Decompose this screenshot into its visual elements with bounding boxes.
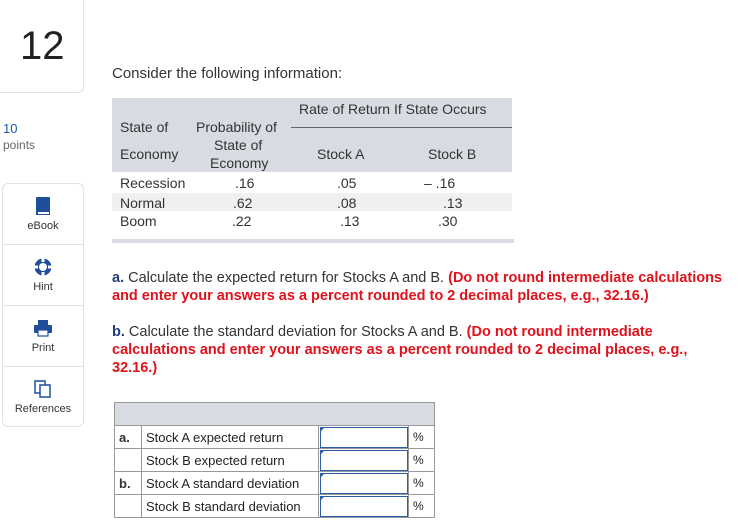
prob-header-line3: Economy: [210, 155, 269, 171]
part-a-text: Calculate the expected return for Stocks A and B.: [128, 270, 445, 286]
answer-row: [115, 426, 435, 449]
question-number-box: [0, 0, 84, 93]
stock-b-std-dev-input[interactable]: [320, 496, 408, 517]
answer-row-label: Stock B standard deviation: [142, 495, 319, 518]
answer-row: [115, 472, 435, 495]
table-cell-state: Recession: [120, 175, 186, 191]
printer-icon: [33, 318, 53, 338]
table-cell-prob: .16: [235, 175, 255, 191]
part-a-letter: a.: [112, 270, 125, 286]
percent-unit: %: [409, 449, 435, 472]
table-cell-stock-a: .08: [337, 195, 357, 211]
points-label: points: [3, 138, 36, 152]
answer-table-header: [115, 403, 435, 426]
table-cell-state: Boom: [120, 213, 157, 229]
prob-header-line1: Probability of: [196, 119, 277, 135]
print-button[interactable]: [3, 306, 83, 367]
part-b-letter: b.: [112, 324, 125, 340]
part-b-note: (Do not round intermediate calculations and enter your answers as a percent rounded to 2 decimal places, e.g., 32.16.): [112, 324, 688, 376]
ebook-button[interactable]: [3, 184, 83, 245]
lifebuoy-icon: [33, 257, 53, 277]
answer-row-letter: [115, 449, 142, 472]
part-a-question: [112, 269, 734, 305]
answer-row-letter: b.: [115, 472, 142, 495]
part-b-text: Calculate the standard deviation for Stocks A and B.: [128, 324, 463, 340]
question-number: 12: [20, 24, 65, 68]
table-cell-prob: .62: [233, 195, 253, 211]
table-cell-stock-b: .13: [443, 195, 463, 211]
percent-unit: %: [409, 426, 435, 449]
part-b-question: [112, 323, 734, 377]
ebook-label: eBook: [27, 220, 59, 232]
table-cell-stock-b: .30: [438, 213, 458, 229]
stock-a-expected-return-input[interactable]: [320, 427, 408, 448]
references-button[interactable]: [3, 367, 83, 428]
tools-panel: [2, 183, 84, 427]
answer-table: [114, 402, 435, 518]
part-a-note: (Do not round intermediate calculations and enter your answers as a percent rounded to 2 decimal places, e.g., 32.16.): [112, 270, 723, 304]
print-label: Print: [31, 342, 55, 354]
percent-unit: %: [409, 495, 435, 518]
table-cell-stock-a: .13: [340, 213, 360, 229]
stock-a-header: Stock A: [317, 146, 365, 162]
stock-a-std-dev-input[interactable]: [320, 473, 408, 494]
state-header-line2: Economy: [120, 146, 179, 162]
answer-row-letter: a.: [115, 426, 142, 449]
answer-row-label: Stock A standard deviation: [142, 472, 319, 495]
copy-icon: [33, 379, 53, 399]
table-cell-prob: .22: [232, 213, 252, 229]
answer-row: [115, 495, 435, 518]
points-value: 10: [3, 121, 18, 136]
state-header-line1: State of: [120, 119, 169, 135]
header-divider: [291, 127, 512, 128]
intro-text: Consider the following information:: [112, 65, 343, 82]
prob-header-line2: State of: [214, 137, 263, 153]
stock-b-expected-return-input[interactable]: [320, 450, 408, 471]
table-cell-state: Normal: [120, 195, 166, 211]
references-label: References: [14, 403, 72, 415]
stock-b-header: Stock B: [428, 146, 477, 162]
table-cell-stock-a: .05: [337, 175, 357, 191]
percent-unit: %: [409, 472, 435, 495]
hint-label: Hint: [33, 281, 53, 293]
answer-row-label: Stock A expected return: [142, 426, 319, 449]
hint-button[interactable]: [3, 245, 83, 306]
book-icon: [33, 196, 53, 216]
answer-row-label: Stock B expected return: [142, 449, 319, 472]
answer-row-letter: [115, 495, 142, 518]
answer-row: [115, 449, 435, 472]
info-table-footer: [112, 239, 514, 243]
table-cell-stock-b: – .16: [424, 175, 456, 191]
rate-header: Rate of Return If State Occurs: [299, 101, 487, 117]
